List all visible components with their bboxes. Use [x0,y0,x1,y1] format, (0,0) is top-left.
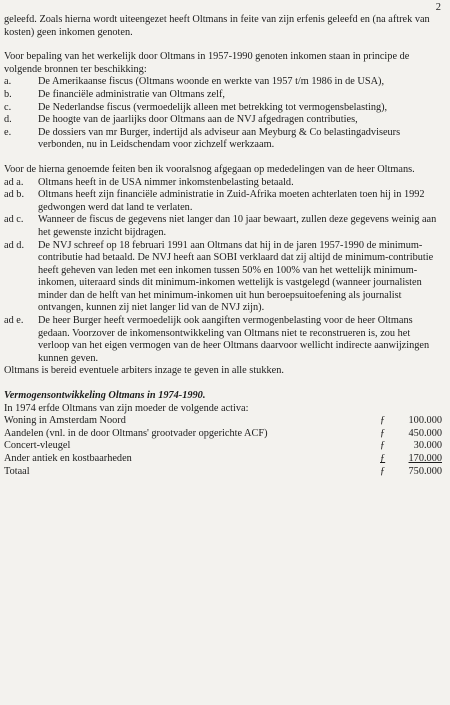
currency-sign: ƒ [380,415,386,427]
opening-paragraph: geleefd. Zoals hierna wordt uiteengezet heeft Oltmans in feite van zijn erfenis geleefd en (na aftrek van kosten) geen inkomen genoten. [4,14,430,38]
source-item-e [4,127,442,152]
asset-label: Ander antiek en kostbaarheden [4,453,132,464]
asset-amount: 450.000 [408,427,442,439]
asset-value [380,415,442,428]
total-value [380,466,442,479]
list-text: De hoogte van de jaarlijks door Oltmans aan de NVJ afgedragen contributies, [38,114,358,126]
list-marker: ad e. [4,315,24,327]
asset-label: Aandelen (vnl. in de door Oltmans' grootvader opgerichte ACF) [4,427,268,439]
asset-amount: 30.000 [413,440,442,452]
currency-sign: ƒ [380,440,386,452]
currency-sign: ƒ [380,427,386,439]
facts-list [4,177,442,366]
asset-row [4,415,442,428]
sources-section [4,51,442,152]
asset-value [380,453,442,466]
list-marker: a. [4,76,12,88]
asset-value [380,440,442,453]
source-item-a [4,76,442,89]
document-body [4,14,442,478]
total-label: Totaal [4,465,30,477]
source-item-d [4,114,442,127]
fact-item-e [4,315,442,365]
fact-item-b [4,189,442,214]
asset-row [4,453,442,466]
asset-amount: 100.000 [408,415,442,427]
asset-value [380,428,442,441]
sources-list [4,76,442,152]
asset-label: Concert-vleugel [4,440,71,452]
list-text: De NVJ schreef op 18 februari 1991 aan Oltmans dat hij in de jaren 1957-1990 de minimum-contributie had betaald. De NVJ heeft aan SOBI verklaard dat zij altijd de minimum-contributie heeft geheven van leden met een inkomen tussen 50% en 100% van het wettelijk minimum-inkomen, uiteraard sinds dit minimum-inkomen wettelijk is vastgelegd (wanneer journalisten minder dan de helft van het minimum-inkomen uit hun beroepsuitoefening als journalist ontvangen, kunnen zij niet langer lid van de NVJ zijn). [38,239,434,314]
asset-row [4,428,442,441]
facts-closing: Oltmans is bereid eventuele arbiters inzage te geven in alle stukken. [4,365,284,377]
source-item-b [4,89,442,102]
list-text: De heer Burger heeft vermoedelijk ook aangiften vermogenbelasting voor de heer Oltmans gedaan. Voorzover de inkomensontwikkeling van Oltmans niet te reconstrueren is, zou het verloop van het eigen vermogen van de heer Oltmans daarvoor wellicht indirecte aanwijzingen kunnen geven. [38,315,430,364]
source-item-c [4,102,442,115]
list-marker: ad c. [4,214,24,226]
currency-sign: ƒ [380,465,386,477]
fact-item-c [4,214,442,239]
fact-item-d [4,240,442,316]
list-text: De dossiers van mr Burger, indertijd als adviseur aan Meyburg & Co belastingadviseurs verbonden, nu in Leidschendam voor zichzelf werkzaam. [38,126,401,151]
fact-item-a [4,177,442,190]
asset-amount: 170.000 [408,453,442,464]
assets-heading: Vermogensontwikkeling Oltmans in 1974-1990. [4,390,206,402]
asset-total-row [4,466,442,479]
facts-section [4,164,442,378]
list-marker: b. [4,88,12,100]
list-marker: ad b. [4,189,25,201]
currency-sign: ƒ [380,453,386,464]
list-text: De Nederlandse fiscus (vermoedelijk alleen met betrekking tot vermogensbelasting), [38,101,388,113]
assets-section [4,390,442,478]
list-marker: ad d. [4,239,25,251]
facts-intro: Voor de hierna genoemde feiten ben ik vooralsnog afgegaan op mededelingen van de heer Oltmans. [4,163,415,175]
list-text: De Amerikaanse fiscus (Oltmans woonde en werkte van 1957 t/m 1986 in de USA), [38,76,385,88]
list-marker: ad a. [4,176,24,188]
list-text: Oltmans heeft zijn financiële administratie in Zuid-Afrika moeten achterlaten toen hij in 1992 gedwongen werd dat land te verlaten. [38,189,425,213]
total-amount: 750.000 [408,465,442,477]
page-number: 2 [435,2,441,13]
list-marker: e. [4,126,12,138]
sources-intro: Voor bepaling van het werkelijk door Oltmans in 1957-1990 genoten inkomen staan in principe de volgende bronnen ter beschikking: [4,51,410,75]
asset-label: Woning in Amsterdam Noord [4,415,126,427]
assets-intro: In 1974 erfde Oltmans van zijn moeder de volgende activa: [4,402,249,414]
list-marker: d. [4,114,12,126]
assets-table [4,415,442,478]
list-marker: c. [4,101,12,113]
list-text: Wanneer de fiscus de gegevens niet langer dan 10 jaar bewaart, zullen deze gegevens weinig aan het gewenste inzicht bijdragen. [38,214,437,238]
list-text: Oltmans heeft in de USA nimmer inkomstenbelasting betaald. [38,176,294,188]
list-text: De financiële administratie van Oltmans zelf, [38,88,225,100]
asset-row [4,440,442,453]
